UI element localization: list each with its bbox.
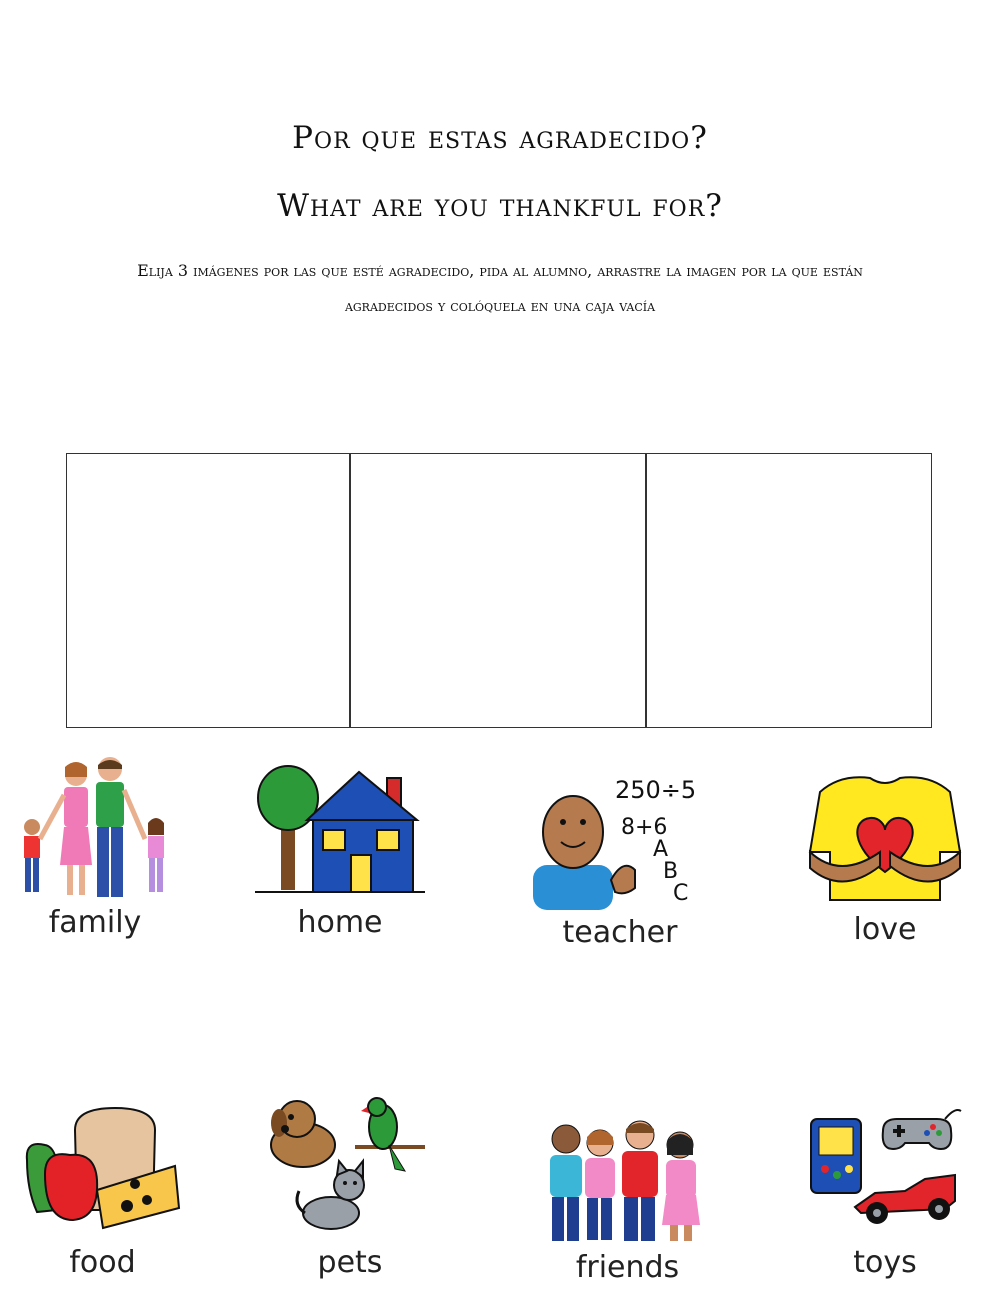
page-title-spanish: Por que estas agradecido?	[292, 120, 708, 156]
card-friends[interactable]	[540, 1115, 715, 1290]
toys-icon	[805, 1105, 965, 1235]
card-family[interactable]	[10, 755, 180, 950]
math-text-1: 250÷5	[615, 776, 697, 804]
card-label: teacher	[562, 915, 678, 950]
letter-a: A	[653, 837, 669, 862]
instructions-text: Elija 3 imágenes por las que esté agradecido, pida al alumno, arrastre la imagen por la que están agradecidos y colóquela en una caja vacía	[137, 261, 863, 315]
friends-icon	[540, 1115, 715, 1245]
teacher-icon	[525, 770, 715, 910]
page-title-english: What are you thankful for?	[277, 188, 723, 224]
letter-b: B	[663, 859, 679, 884]
card-label: friends	[575, 1250, 680, 1285]
card-love[interactable]	[800, 772, 970, 952]
card-label: toys	[853, 1245, 917, 1280]
drop-box-2[interactable]	[349, 453, 647, 728]
drop-box-3[interactable]	[645, 453, 932, 728]
math-text-2: 8+6	[621, 815, 668, 840]
card-label: family	[48, 905, 142, 940]
card-food[interactable]	[15, 1100, 190, 1285]
card-label: love	[853, 912, 917, 947]
card-label: home	[297, 905, 383, 940]
family-icon	[10, 755, 180, 905]
card-label: food	[69, 1245, 136, 1280]
heart-icon	[800, 772, 970, 902]
house-icon	[255, 760, 425, 900]
food-icon	[15, 1100, 190, 1240]
letter-c: C	[673, 881, 689, 906]
card-pets[interactable]	[265, 1095, 435, 1290]
drop-box-1[interactable]	[66, 453, 351, 728]
card-teacher[interactable]	[525, 770, 715, 960]
card-toys[interactable]	[805, 1105, 965, 1290]
card-home[interactable]	[255, 760, 425, 945]
pets-icon	[265, 1095, 435, 1235]
card-label: pets	[317, 1245, 383, 1280]
